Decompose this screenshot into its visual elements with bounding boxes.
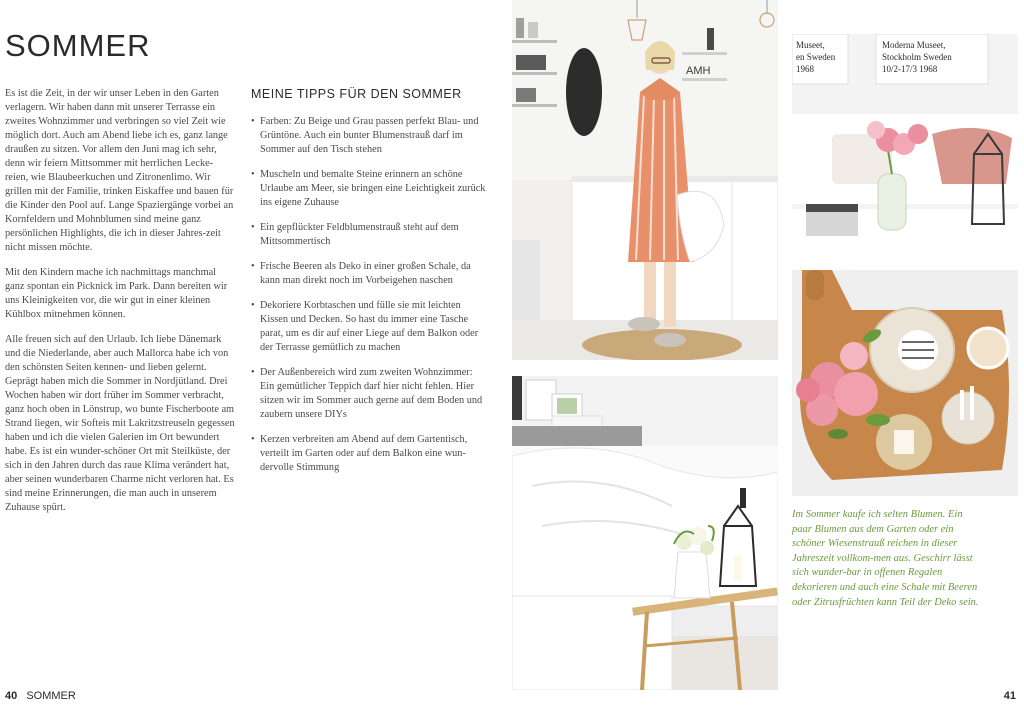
- paragraph-2: Mit den Kindern mache ich nachmittags manchmal ganz spontan ein Picknick im Park. Dann bereiten wir uns Kleinigkeiten vor, die wir gut in einer kleinen Kühlbox mitnehmen können.: [5, 267, 228, 320]
- photo-serving-board: [792, 270, 1018, 496]
- poster-left-line-3: 1968: [796, 64, 814, 74]
- poster-left-line-2: en Sweden: [796, 52, 836, 62]
- tip-item: • Muscheln und bemalte Steine erinnern an schöne Urlaube am Meer, sie bringen eine Leichtigkeit zurück ins eigene Zuhause: [251, 168, 486, 210]
- right-page: [505, 0, 1024, 705]
- left-page: [0, 0, 505, 705]
- tip-item: • Der Außenbereich wird zum zweiten Wohnzimmer: Ein gemütlicher Teppich darf hier nicht fehlen. Hier sitzen wir im Sommer auch gerne auf dem Boden und zaubern unsere DIYs: [251, 366, 486, 422]
- tip-item: • Dekoriere Korbtaschen und fülle sie mit leichten Kissen und Decken. So hast du immer eine Tasche parat, um es dir auf einer Liege auf dem Balkon oder der Terrasse gemütlich zu machen: [251, 299, 486, 355]
- photo-caption: Im Sommer kaufe ich selten Blumen. Ein paar Blumen aus dem Garten oder ein schöner Wiesenstrauß reichen in dieser Jahreszeit vollkom-men aus. Geschirr lässt sich wunder-bar in offenen Regalen dekorieren und auch eine Schale mit Beeren oder Zitrusfrüchten kann Teil der Deko sein.: [792, 509, 979, 608]
- photo-living-room: [792, 34, 1018, 255]
- tip-item: • Kerzen verbreiten am Abend auf dem Gartentisch, verteilt im Garten oder auf dem Balkon eine wun-dervolle Stimmung: [251, 433, 486, 475]
- page-number-left: 40: [5, 690, 18, 702]
- tips-list: [251, 115, 486, 475]
- poster-right-line-1: Moderna Museet,: [882, 40, 946, 50]
- page-number-right: 41: [1003, 690, 1016, 702]
- poster-left-line-1: Museet,: [796, 40, 825, 50]
- poster-right-line-2: Stockholm Sweden: [882, 52, 952, 62]
- paragraph-1: Es ist die Zeit, in der wir unser Leben in den Garten verlagern. Wir haben dann mit unserer Terrasse ein zweites Wohnzimmer und verbringen so viel Zeit wie möglich dort. Auch am Abend liebe ich es, ganz lange draußen zu sitzen. Vor allem den Juni mag ich sehr, denn wir feiern Mittsommer mit herrlichen Lecke-reien, wie Blaubeerkuchen und Zitronenlimo. Wir grillen mit der Familie, trinken Eiskaffee und bauen für die Kinder den Pool auf. Lange Spaziergänge vorbei an Kornfeldern und Mohnblumen sind meine ganz persönlichen Highlights, die ich in dieser Jahres-zeit nicht missen möchte.: [5, 88, 234, 253]
- tips-column: [251, 87, 486, 486]
- page-title: SOMMER: [5, 28, 151, 63]
- left-footer: [5, 690, 76, 702]
- letters-decor: AMH: [686, 65, 711, 77]
- paragraph-3: Alle freuen sich auf den Urlaub. Ich liebe Dänemark und die Niederlande, aber auch Mallorca habe ich von den schönsten Seiten kennen- und lieben gelernt. Geprägt haben mich die Sommer in Nordjütland. Drei Wochen haben wir dort früher im Sommer verbracht, ganz hoch oben in Lönstrup, wo bunte Fischerboote am Strand liegen, wir Softeis mit Lakritzstreuseln gegessen haben und ich die vielen Galerien im Ort bewundert habe. Es ist ein wunder-schöner Ort mit Steilküste, der sich in den Jahren durch das raue Klima verändert hat, aber seinen wunderbaren Charme nicht verloren hat. Es sind meine Erinnerungen, die man auch in unserem Zuhause spürt.: [5, 334, 235, 513]
- body-text-column: [5, 87, 235, 526]
- photo-bedroom: [512, 376, 778, 690]
- running-title: SOMMER: [26, 690, 76, 702]
- poster-right-line-3: 10/2-17/3 1968: [882, 64, 938, 74]
- tip-item: • Frische Beeren als Deko in einer großen Schale, da kann man direkt noch im Vorbeigehen naschen: [251, 260, 486, 288]
- tip-item: • Farben: Zu Beige und Grau passen perfekt Blau- und Grüntöne. Auch ein bunter Blumenstrauß darf im Sommer auf den Tisch stehen: [251, 115, 486, 157]
- tips-heading: MEINE TIPPS FÜR DEN SOMMER: [251, 87, 462, 101]
- photo-woman-kitchen: [512, 0, 778, 360]
- tip-item: • Ein gepflückter Feldblumenstrauß steht auf dem Mittsommertisch: [251, 221, 486, 249]
